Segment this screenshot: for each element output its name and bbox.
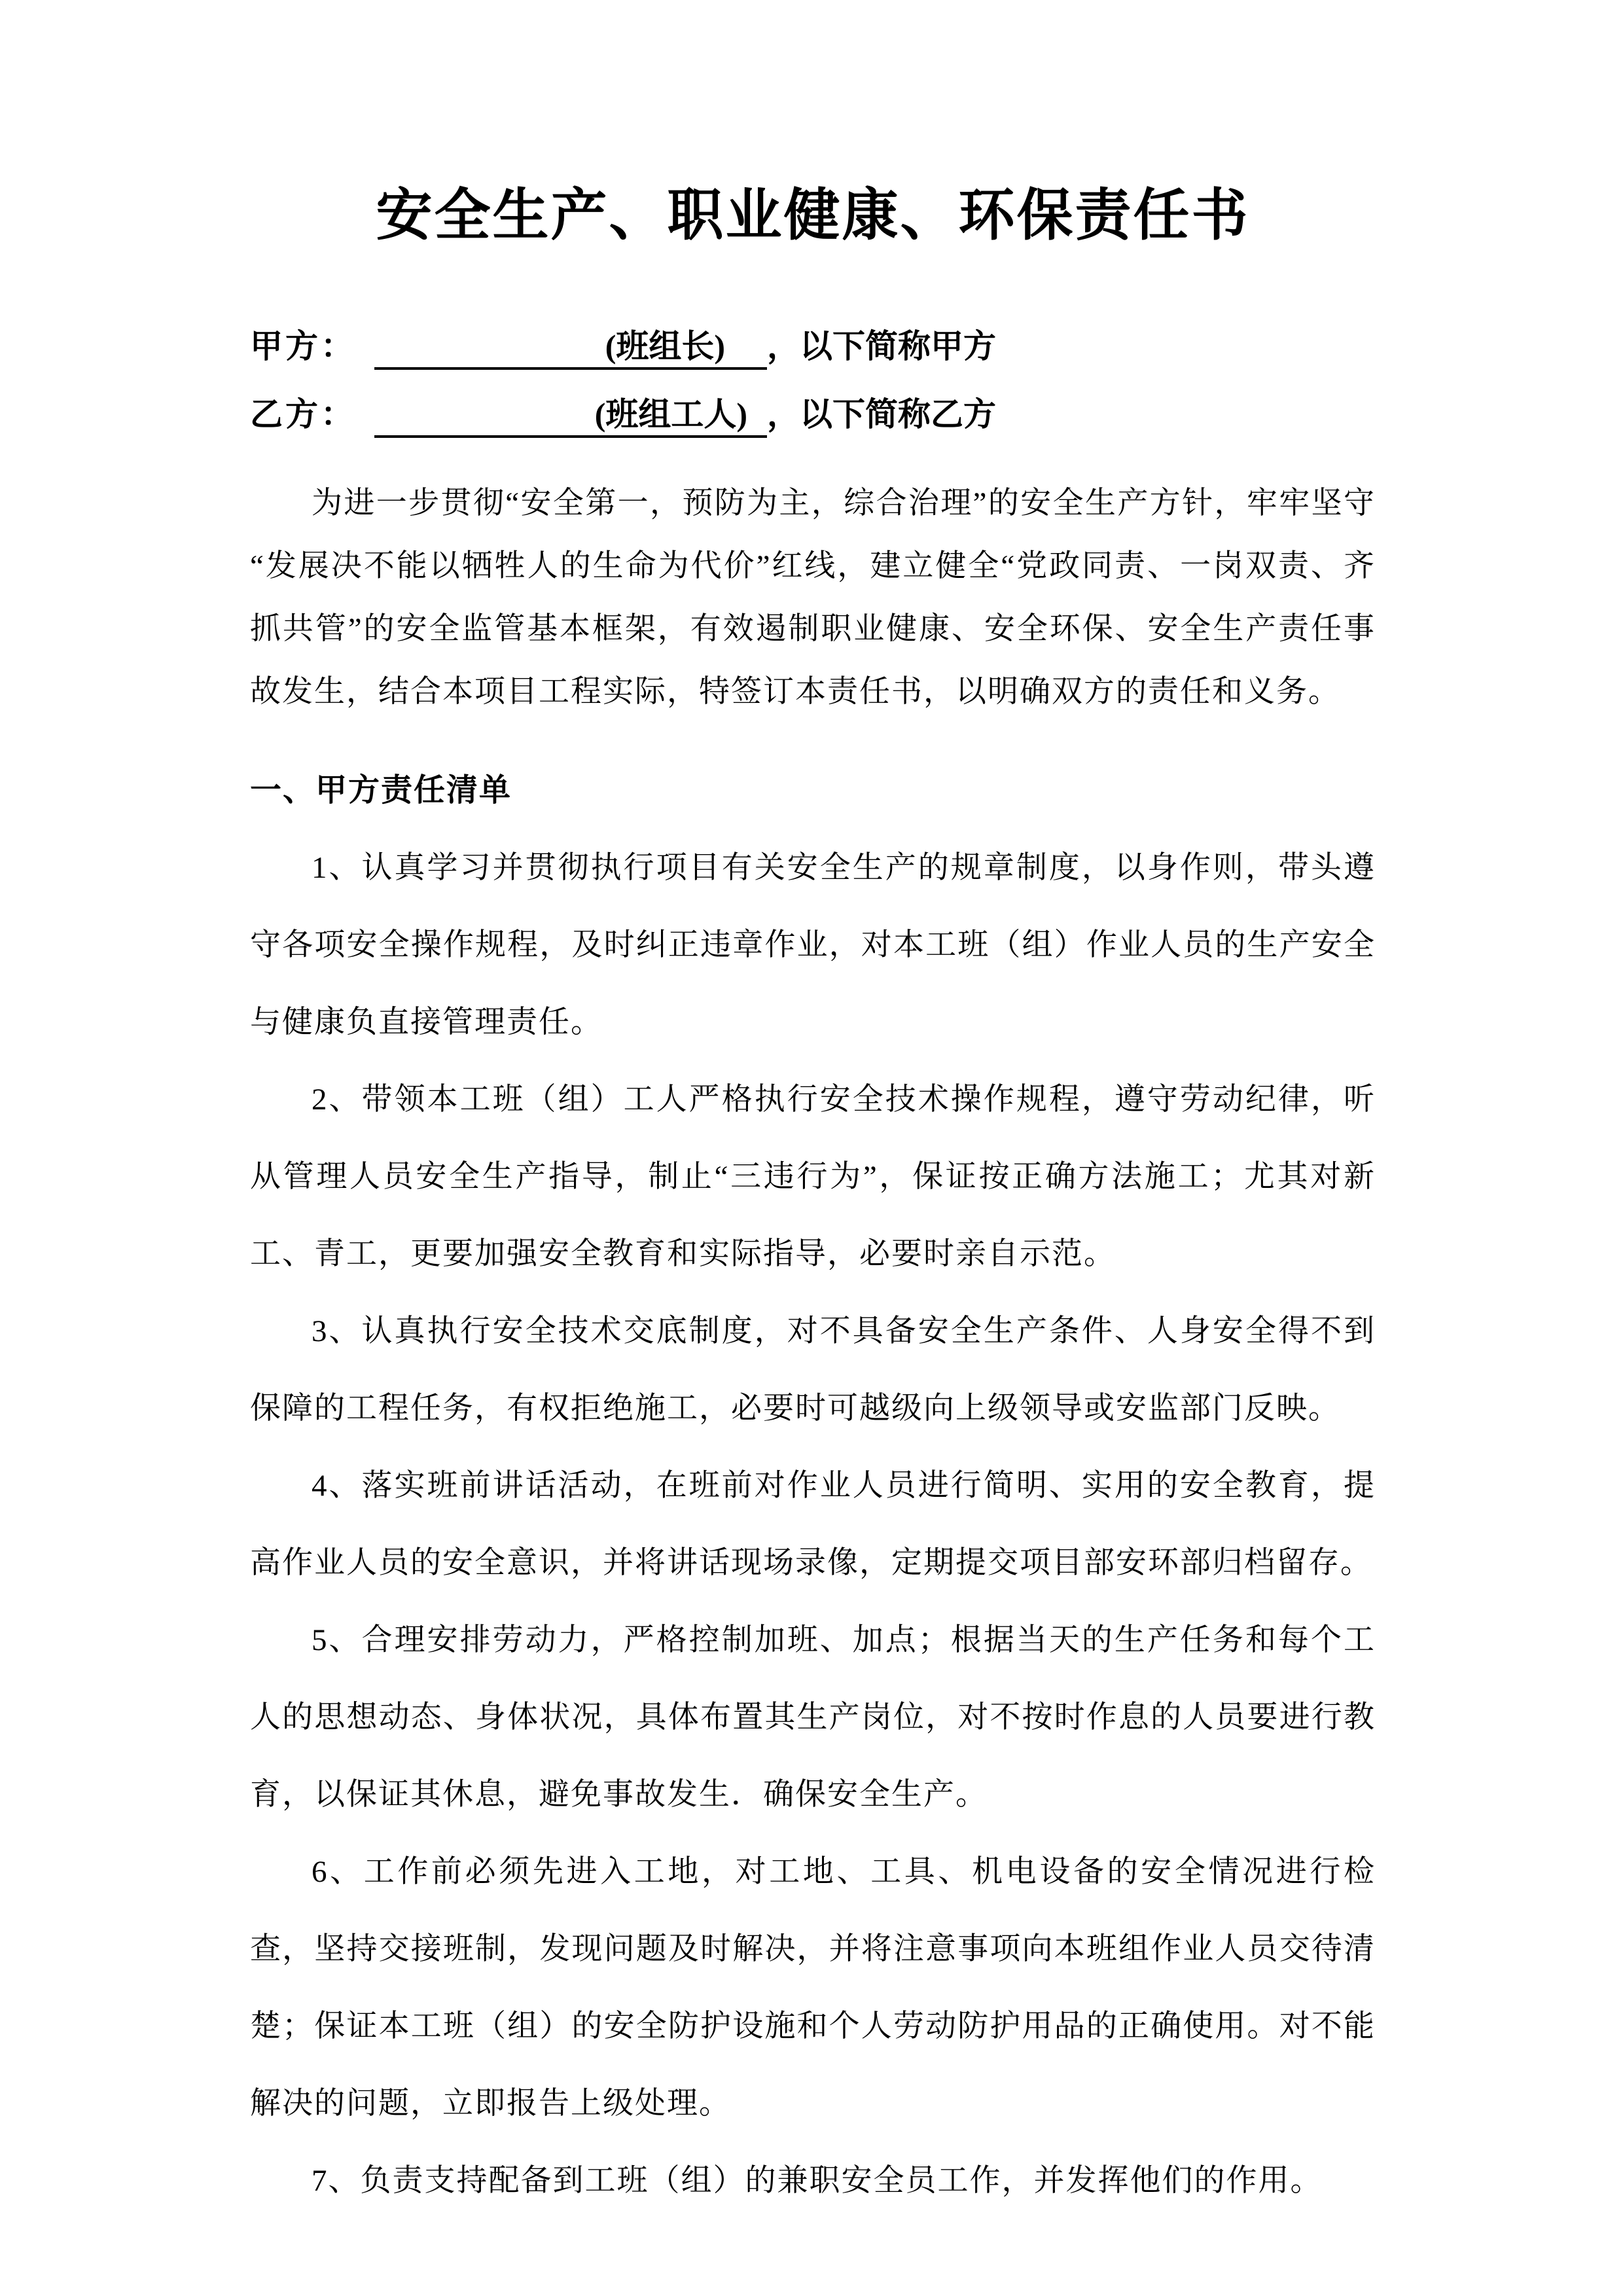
party-b-label: 乙方： [250,396,356,433]
party-a-line [250,312,1376,380]
responsibility-item: 1、认真学习并贯彻执行项目有关安全生产的规章制度，以身作则，带头遵守各项安全操作规程，及时纠正违章作业，对本工班（组）作业人员的生产安全与健康负直接管理责任。 [250,851,1376,1040]
section-heading-party-a-responsibilities: 一、甲方责任清单 [250,773,512,808]
intro-paragraph: 为进一步贯彻“安全第一，预防为主，综合治理”的安全生产方针，牢牢坚守“发展决不能以牺牲人的生命为代价”红线，建立健全“党政同责、一岗双责、齐抓共管”的安全监管基本框架，有效遏制职业健康、安全环保、安全生产责任事故发生，结合本项目工程实际，特签订本责任书，以明确双方的责任和义务。 [250,486,1376,709]
responsibility-item: 2、带领本工班（组）工人严格执行安全技术操作规程，遵守劳动纪律，听从管理人员安全生产指导，制止“三违行为”，保证按正确方法施工；尤其对新工、青工，更要加强安全教育和实际指导，必要时亲自示范。 [250,1083,1376,1272]
document-title: 安全生产、职业健康、环保责任书 [376,184,1250,247]
responsibility-item: 6、工作前必须先进入工地，对工地、工具、机电设备的安全情况进行检查，坚持交接班制，发现问题及时解决，并将注意事项向本班组作业人员交待清楚；保证本工班（组）的安全防护设施和个人劳动防护用品的正确使用。对不能解决的问题，立即报告上级处理。 [250,1855,1376,2121]
party-a-suffix: ，以下简称甲方 [767,328,996,365]
party-b-fill-in-blank [374,394,767,438]
party-b-suffix: ，以下简称乙方 [767,396,996,433]
responsibility-list [250,829,1376,2219]
party-a-fill-in-blank [374,326,767,370]
responsibility-item: 7、负责支持配备到工班（组）的兼职安全员工作，并发挥他们的作用。 [312,2164,1323,2198]
party-a-blank-text: (班组长) [605,328,725,365]
responsibility-item: 3、认真执行安全技术交底制度，对不具备安全生产条件、人身安全得不到保障的工程任务，有权拒绝施工，必要时可越级向上级领导或安监部门反映。 [250,1314,1376,1426]
party-a-label: 甲方： [250,328,356,365]
responsibility-item: 5、合理安排劳动力，严格控制加班、加点；根据当天的生产任务和每个工人的思想动态、身体状况，具体布置其生产岗位，对不按时作息的人员要进行教育，以保证其休息，避免事故发生．确保安全生产。 [250,1623,1376,1812]
party-b-blank-text: (班组工人) [594,396,747,433]
party-block [250,312,1376,448]
responsibility-item: 4、落实班前讲话活动，在班前对作业人员进行简明、实用的安全教育，提高作业人员的安全意识，并将讲话现场录像，定期提交项目部安环部归档留存。 [250,1469,1376,1581]
party-b-line [250,380,1376,448]
